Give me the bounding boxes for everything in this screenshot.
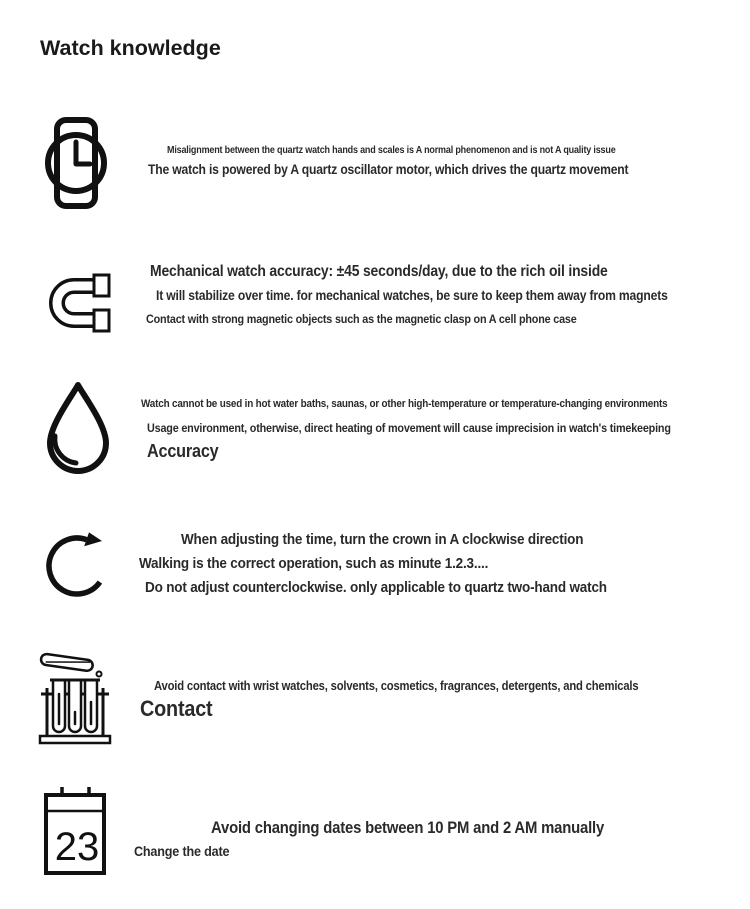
chemicals-heading-text: Contact [140,696,213,721]
date-main-text: Avoid changing dates between 10 PM and 2 AM manually [211,819,605,837]
test-tubes-icon [38,648,112,751]
rotate-clockwise-icon [45,524,113,607]
water-drop-icon [43,380,113,481]
page-title: Watch knowledge [40,36,221,60]
magnet-main-text: Mechanical watch accuracy: ±45 seconds/day, due to the rich oil inside [150,263,608,280]
temperature-heading-text: Accuracy [147,441,219,461]
quartz-main-text: The watch is powered by A quartz oscillator motor, which drives the quartz movement [148,162,629,177]
adjustment-main-text: When adjusting the time, turn the crown in A clockwise direction [181,531,584,548]
temperature-note-text: Watch cannot be used in hot water baths, saunas, or other high-temperature or temperature-changing environments [141,398,668,410]
calendar-icon [42,786,108,881]
chemicals-main-text: Avoid contact with wrist watches, solvents, cosmetics, fragrances, detergents, and chemicals [154,679,639,693]
adjustment-warning-text: Do not adjust counterclockwise. only applicable to quartz two-hand watch [145,579,607,596]
quartz-note-text: Misalignment between the quartz watch hands and scales is A normal phenomenon and is not A quality issue [167,145,616,156]
magnet-icon [47,268,113,343]
magnet-note-text: Contact with strong magnetic objects such as the magnetic clasp on A cell phone case [146,312,577,326]
calendar-day: 23 [54,825,100,869]
date-sub-text: Change the date [134,843,230,859]
temperature-sub-text: Usage environment, otherwise, direct heating of movement will cause imprecision in watch's timekeeping [147,421,671,435]
magnet-sub-text: It will stabilize over time. for mechanical watches, be sure to keep them away from magnets [156,288,668,303]
wristwatch-icon [44,116,108,215]
adjustment-sub-text: Walking is the correct operation, such as minute 1.2.3.... [139,555,489,572]
